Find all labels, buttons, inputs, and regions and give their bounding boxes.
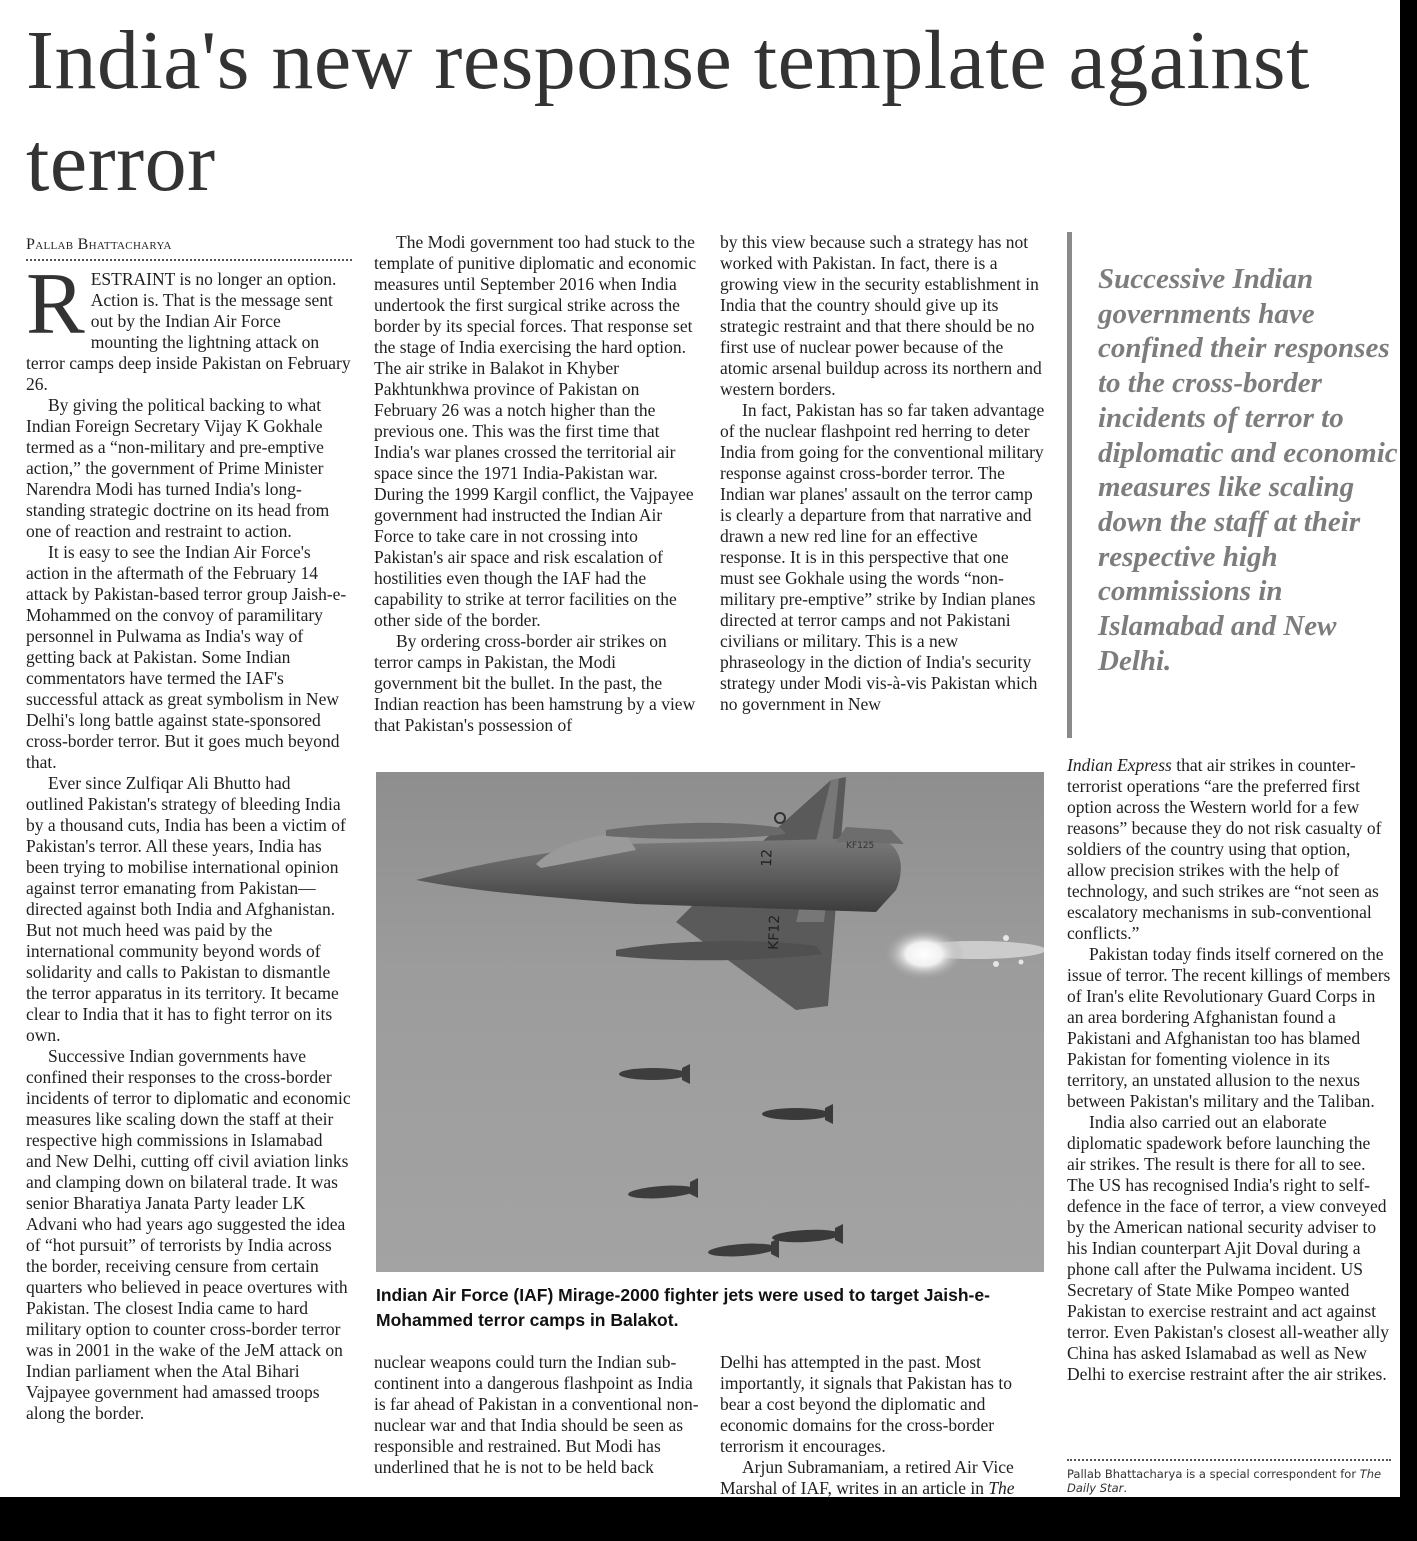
publication-name: Indian Express <box>1067 755 1172 775</box>
publication-name: The <box>988 1478 1015 1497</box>
paragraph <box>720 1457 1046 1497</box>
column-3-bottom <box>720 1352 1046 1497</box>
paragraph: Pakistan today finds itself cornered on the issue of terror. The recent killings of members of Iran's elite Revolutionary Guard Corps in an area bordering Afghanistan found a Pakistani and Afghanistan too has blamed Pakistan for fomenting violence in its territory, an unstated allusion to the nexus between Pakistan's military and the Taliban. <box>1067 944 1391 1111</box>
pull-quote <box>1067 232 1398 738</box>
author-note-text: Pallab Bhattacharya is a special correspondent for <box>1067 1467 1357 1481</box>
mirage-jet-illustration <box>376 772 1044 1272</box>
paragraph: Ever since Zulfiqar Ali Bhutto had outlined Pakistan's strategy of bleeding India by a thousand cuts, India has been a victim of Pakistan's terror. All these years, India has been trying to mobilise international opinion against terror emanating from Pakistan—directed against both India and Afghanistan. But not much heed was paid by the international community beyond words of solidarity and calls to Pakistan to dismantle the terror apparatus in its territory. It became clear to India that it has to fight terror on its own. <box>26 773 346 1045</box>
jet-fuselage <box>416 838 901 912</box>
paragraph: It is easy to see the Indian Air Force's action in the aftermath of the February 14 attack by Pakistan-based terror group Jaish-e-Mohammed on the convoy of paramilitary personnel in Pulwama as India's way of getting back at Pakistan. Some Indian commentators have termed the IAF's successful attack as great symbolism in New Delhi's long battle against state-sponsored cross-border terror. But it goes much beyond that. <box>26 542 347 772</box>
footer-divider <box>1067 1459 1391 1461</box>
paragraph: In fact, Pakistan has so far taken advantage of the nuclear flashpoint red herring to deter India from going for the conventional military response against cross-border terror. The Indian war planes' assault on the terror camp is clearly a departure from that narrative and drawn a new red line for an effective response. It is in this perspective that one must see Gokhale using the words “non-military pre-emptive” strike by Indian planes directed at terror camps and not Pakistani civilians or military. This is a new phraseology in the diction of India's security strategy under Modi vis-à-vis Pakistan which no government in New <box>720 400 1045 714</box>
flare-glow <box>884 928 964 980</box>
drop-tank <box>606 823 786 839</box>
bomb <box>619 1064 690 1084</box>
column-4 <box>1067 755 1393 1385</box>
photo-caption: Indian Air Force (IAF) Mirage-2000 fighter jets were used to target Jaish-e-Mohammed terror camps in Balakot. <box>376 1285 990 1330</box>
paragraph-text: Arjun Subramaniam, a retired Air Vice Marshal of IAF, writes in an article in <box>720 1457 1014 1497</box>
flare-particle <box>993 961 999 967</box>
paragraph: The Modi government too had stuck to the template of punitive diplomatic and economic measures until September 2016 when India undertook the first surgical strike across the border by its special forces. That response set the stage of India exercising the hard option. The air strike in Balakot in Khyber Pakhtunkhwa province of Pakistan on February 26 was a notch higher than the previous one. This was the first time that India's war planes crossed the territorial air space since the 1971 India-Pakistan war. During the 1999 Kargil conflict, the Vajpayee government had instructed the Indian Air Force to take care in not crossing into Pakistan's air space and risk escalation of hostilities even though the IAF had the capability to strike at terror facilities on the other side of the border. <box>374 232 697 630</box>
news-photo <box>376 772 1044 1272</box>
fin-number-marking: 12 <box>759 848 776 868</box>
paragraph: India also carried out an elaborate diplomatic spadework before launching the air strikes. The result is there for all to see. The US has recognised India's right to self-defence in the face of terror, a view conveyed by the American national security adviser to his Indian counterpart Ajit Doval during a phone call after the Pulwama incident. US Secretary of State Mike Pompeo wanted Pakistan to exercise restraint and act against terror. Even Pakistan's closest all-weather ally China has asked Islamabad as well as New Delhi to exercise restraint after the air strikes. <box>1067 1112 1389 1384</box>
drop-cap: R <box>26 256 85 353</box>
byline: Pallab Bhattacharya <box>26 234 352 261</box>
column-3-top <box>720 232 1046 715</box>
bomb <box>708 1238 779 1258</box>
column-2-top <box>374 232 700 736</box>
headline: India's new response template against terror <box>26 14 1310 209</box>
paragraph: Delhi has attempted in the past. Most importantly, it signals that Pakistan has to bear a cost beyond the diplomatic and economic domains for the cross-border terrorism it encourages. <box>720 1352 1012 1456</box>
pull-quote-text: Successive Indian governments have confined their responses to the cross-border incidents of terror to diplomatic and economic measures like scaling down the staff at their respective high commissions in Islamabad and New Delhi. <box>1098 263 1398 677</box>
paragraph <box>1067 755 1393 944</box>
column-1 <box>26 234 352 1424</box>
publication-name: The Daily Star <box>1067 1467 1382 1495</box>
lead-paragraph <box>26 256 352 395</box>
bomb <box>772 1224 843 1244</box>
paragraph: nuclear weapons could turn the Indian sub-continent into a dangerous flashpoint as India is far ahead of Pakistan in a conventional non-nuclear war and that India should be seen as responsible and restrained. But Modi has underlined that he is not to be held back <box>374 1352 699 1477</box>
flare-particle <box>1019 960 1024 965</box>
bomb <box>762 1104 833 1124</box>
column-2-bottom <box>374 1352 700 1478</box>
tail-marking: KF125 <box>846 841 875 851</box>
paragraph: Successive Indian governments have confined their responses to the cross-border incidents of terror to diplomatic and economic measures like scaling down the staff at their respective high commissions in Islamabad and New Delhi, cutting off civil aviation links and clamping down on bilateral trade. It was senior Bharatiya Janata Party leader LK Advani who had years ago suggested the idea of “hot pursuit” of terrorists by India across the border, receiving censure from certain quarters who believed in peace overtures with Pakistan. The closest India came to hard military option to counter cross-border terror was in 2001 in the wake of the JeM attack on Indian parliament when the Atal Bihari Vajpayee government had amassed troops along the border. <box>26 1046 351 1423</box>
author-note-end: . <box>1123 1480 1127 1495</box>
fuselage-marking: KF12 <box>766 914 784 951</box>
lead-text: ESTRAINT is no longer an option. Action is. That is the message sent out by the Indian Air Force mounting the lightning attack on terror camps deep inside Pakistan on February 26. <box>26 269 351 394</box>
bomb <box>628 1178 698 1200</box>
roundel <box>775 813 785 823</box>
paragraph: By ordering cross-border air strikes on terror camps in Pakistan, the Modi government bit the bullet. In the past, the Indian reaction has been hamstrung by a view that Pakistan's possession of <box>374 631 696 735</box>
author-note <box>1067 1468 1391 1495</box>
paragraph-text: that air strikes in counter-terrorist operations “are the preferred first option across the Western world for a few reasons” because they do not risk casualty of soldiers of the country using that option, allow precision strikes with the help of technology, and such strikes are “not seen as escalatory mechanisms in sub-conventional conflicts.” <box>1067 755 1382 943</box>
paragraph: By giving the political backing to what Indian Foreign Secretary Vijay K Gokhale termed as a “non-military and pre-emptive action,” the government of Prime Minister Narendra Modi has turned India's long-standing strategic doctrine on its head from one of reaction and restraint to action. <box>26 395 330 541</box>
paragraph: by this view because such a strategy has not worked with Pakistan. In fact, there is a growing view in the security establishment in India that the country should give up its strategic restraint and that there should be no first use of nuclear power because of the atomic arsenal buildup across its northern and western borders. <box>720 232 1042 399</box>
flare-particle <box>1003 935 1009 941</box>
